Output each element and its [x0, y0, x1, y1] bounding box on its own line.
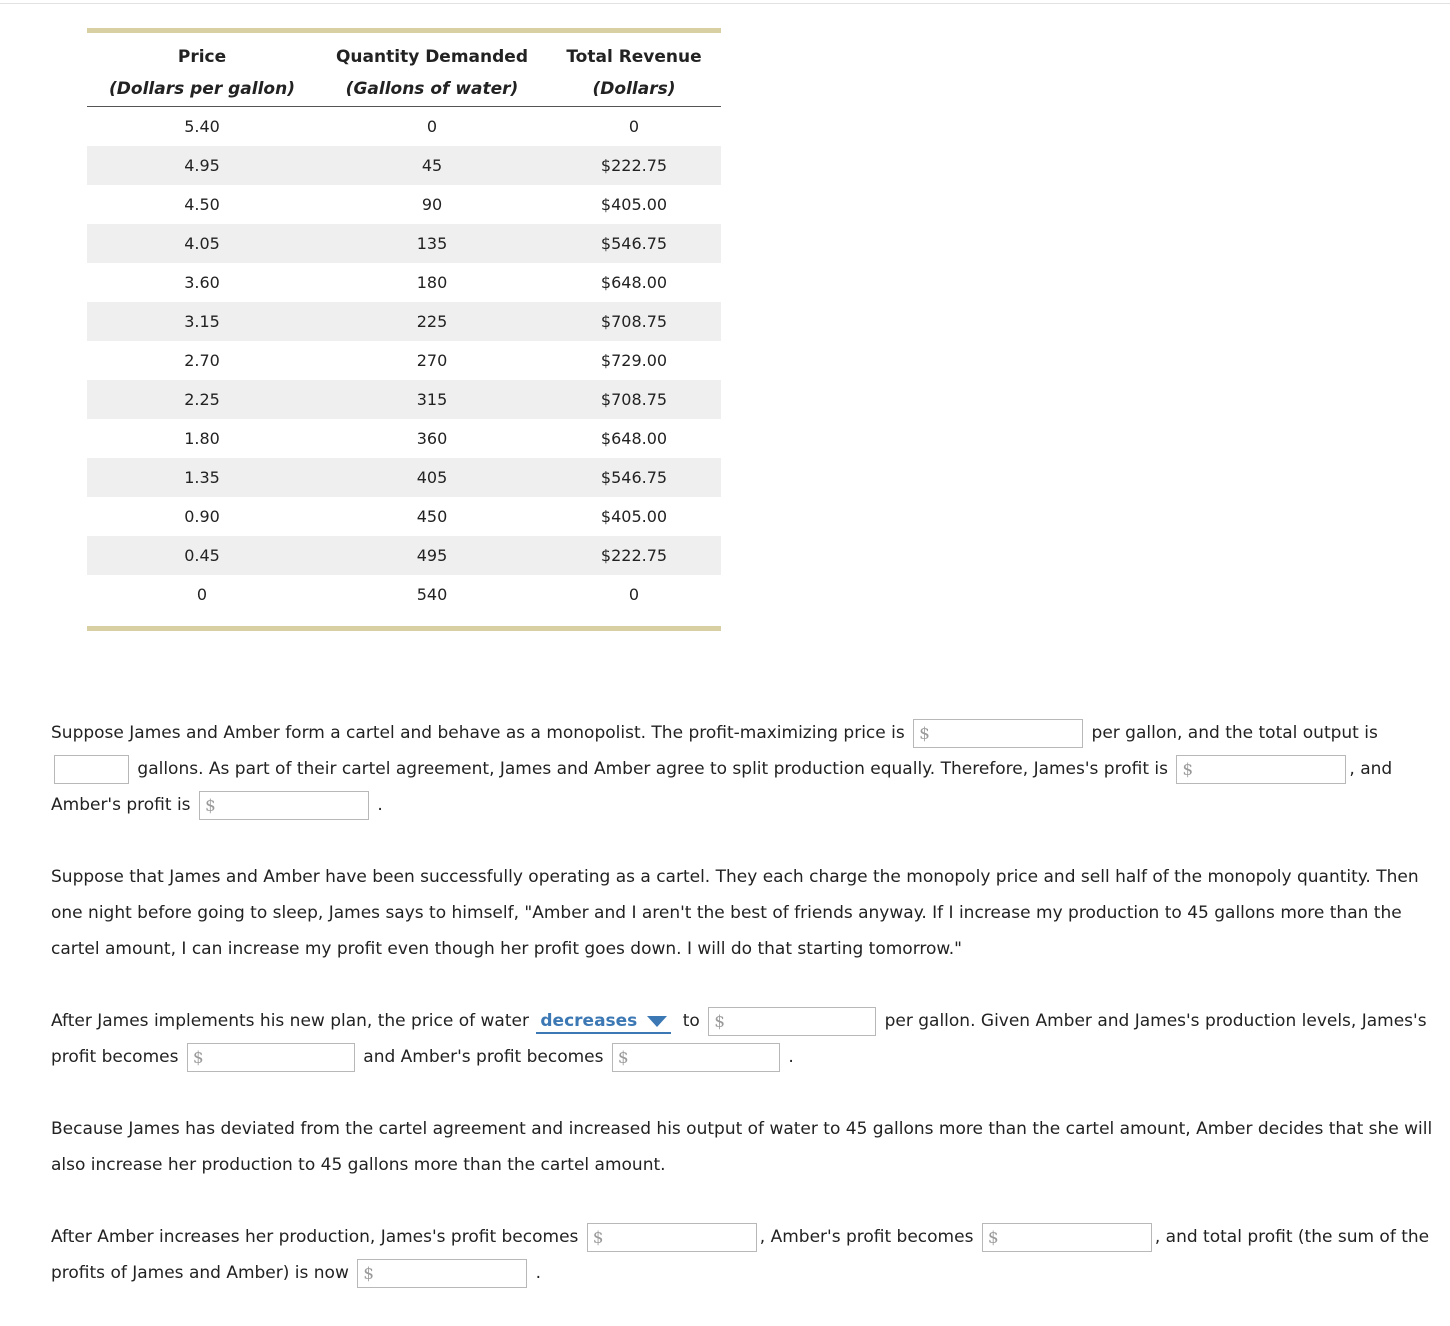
cartel-output-input[interactable] [54, 755, 129, 784]
table-bottom-bar [87, 626, 721, 631]
cell-revenue: 0 [628, 117, 640, 136]
cell-revenue: 0 [628, 585, 640, 604]
q1-text-3: gallons. As part of their cartel agreement, James and Amber agree to split production equally. Therefore, James's profit is [137, 759, 1168, 779]
table-row [87, 107, 721, 146]
demand-table [87, 28, 721, 614]
col-unit-quantity: (Gallons of water) [345, 79, 519, 99]
cartel-price-input[interactable] [913, 719, 1083, 748]
cell-quantity: 180 [416, 273, 448, 292]
table-row [87, 263, 721, 302]
table-row [87, 302, 721, 341]
cell-revenue: $405.00 [600, 195, 668, 214]
dollar-sign-icon: $ [1182, 759, 1194, 780]
amber-response-paragraph: Because James has deviated from the cartel agreement and increased his output of water to 45 gallons more than the cartel amount, Amber decides that she will also increase her production to 45 gallons more than the cartel amount. [51, 1119, 1433, 1175]
cell-quantity: 540 [416, 585, 448, 604]
cell-revenue: $546.75 [600, 234, 668, 253]
cell-quantity: 90 [421, 195, 443, 214]
cell-price: 2.70 [184, 351, 220, 370]
cell-quantity: 135 [416, 234, 448, 253]
cell-price: 2.25 [184, 390, 220, 409]
new-price-input[interactable] [708, 1007, 876, 1036]
cell-price: 1.35 [184, 468, 220, 487]
cell-quantity: 0 [426, 117, 438, 136]
price-direction-dropdown[interactable] [536, 1010, 671, 1034]
cell-price: 0.90 [184, 507, 220, 526]
cell-quantity: 495 [416, 546, 448, 565]
q3-text-1: After Amber increases her production, James's profit becomes [51, 1227, 579, 1247]
cell-quantity: 405 [416, 468, 448, 487]
dropdown-value: decreases [540, 1011, 638, 1031]
table-row [87, 224, 721, 263]
cell-price: 3.15 [184, 312, 220, 331]
q1-text-4: , and Amber's profit is [51, 759, 1393, 815]
cell-quantity: 360 [416, 429, 448, 448]
q2-text-4: and Amber's profit becomes [363, 1047, 604, 1067]
dollar-sign-icon: $ [987, 1227, 999, 1248]
table-header-units [87, 73, 721, 106]
cell-price: 5.40 [184, 117, 220, 136]
col-unit-revenue: (Dollars) [592, 79, 676, 99]
q2-text-2: to [682, 1011, 700, 1031]
table-row [87, 536, 721, 575]
q1-text-1: Suppose James and Amber form a cartel and behave as a monopolist. The profit-maximizing price is [51, 723, 905, 743]
amber-cartel-profit-input[interactable] [199, 791, 369, 820]
cell-quantity: 270 [416, 351, 448, 370]
cell-price: 4.95 [184, 156, 220, 175]
amber-final-profit-input[interactable] [982, 1223, 1152, 1252]
col-header-revenue: Total Revenue [566, 47, 702, 67]
cell-revenue: $546.75 [600, 468, 668, 487]
caret-down-icon [647, 1016, 667, 1027]
cell-price: 1.80 [184, 429, 220, 448]
cell-revenue: $648.00 [600, 273, 668, 292]
table-row [87, 497, 721, 536]
question-james-deviates [51, 1003, 1436, 1075]
cell-price: 0.45 [184, 546, 220, 565]
cell-quantity: 450 [416, 507, 448, 526]
q2-text-5: . [788, 1047, 794, 1067]
dollar-sign-icon: $ [714, 1011, 726, 1032]
dollar-sign-icon: $ [919, 723, 930, 744]
cell-revenue: $222.75 [600, 546, 668, 565]
total-profit-input[interactable] [357, 1259, 527, 1288]
q3-text-4: . [535, 1263, 542, 1283]
james-cartel-profit-input[interactable] [1176, 755, 1346, 784]
q3-text-2: , Amber's profit becomes [759, 1227, 974, 1247]
q1-text-2: per gallon, and the total output is [1091, 723, 1378, 743]
col-header-price: Price [177, 47, 227, 67]
table-row [87, 185, 721, 224]
table-header-titles [87, 33, 721, 73]
question-cartel [51, 715, 1436, 823]
table-row [87, 146, 721, 185]
cell-revenue: $405.00 [600, 507, 668, 526]
cell-price: 4.50 [184, 195, 220, 214]
cell-quantity: 225 [416, 312, 448, 331]
dollar-sign-icon: $ [617, 1047, 629, 1068]
q2-text-1: After James implements his new plan, the price of water [51, 1011, 529, 1031]
table-row [87, 458, 721, 497]
james-deviation-profit-input[interactable] [187, 1043, 355, 1072]
amber-deviation-profit-input[interactable] [612, 1043, 780, 1072]
q1-text-5: . [377, 795, 383, 815]
cell-revenue: $708.75 [600, 390, 668, 409]
cell-revenue: $222.75 [600, 156, 668, 175]
cell-price: 0 [196, 585, 208, 604]
col-unit-price: (Dollars per gallon) [109, 79, 295, 99]
dollar-sign-icon: $ [192, 1047, 204, 1068]
cell-quantity: 315 [416, 390, 448, 409]
cell-revenue: $708.75 [600, 312, 668, 331]
scenario-paragraph: Suppose that James and Amber have been successfully operating as a cartel. They each charge the monopoly price and sell half of the monopoly quantity. Then one night before going to sleep, James says to himself, "Amber and I aren't the best of friends anyway. If I increase my production to 45 gallons more than the cartel amount, I can increase my profit even though her profit goes down. I will do that starting tomorrow." [51, 867, 1419, 959]
cell-revenue: $729.00 [600, 351, 668, 370]
cell-revenue: $648.00 [600, 429, 668, 448]
question-both-deviate [51, 1219, 1436, 1291]
table-row [87, 380, 721, 419]
table-row [87, 341, 721, 380]
table-row [87, 419, 721, 458]
dollar-sign-icon: $ [363, 1263, 375, 1284]
q3-text-3: , and total profit (the sum of the profits of James and Amber) is now [51, 1227, 1430, 1283]
table-body [87, 107, 721, 614]
cell-price: 3.60 [184, 273, 220, 292]
cell-price: 4.05 [184, 234, 220, 253]
col-header-quantity: Quantity Demanded [335, 47, 528, 67]
top-divider [0, 3, 1450, 4]
dollar-sign-icon: $ [204, 795, 216, 816]
james-final-profit-input[interactable] [587, 1223, 757, 1252]
table-row [87, 575, 721, 614]
dollar-sign-icon: $ [592, 1227, 604, 1248]
cell-quantity: 45 [421, 156, 443, 175]
q2-text-3: per gallon. Given Amber and James's production levels, James's profit becomes [51, 1011, 1427, 1067]
